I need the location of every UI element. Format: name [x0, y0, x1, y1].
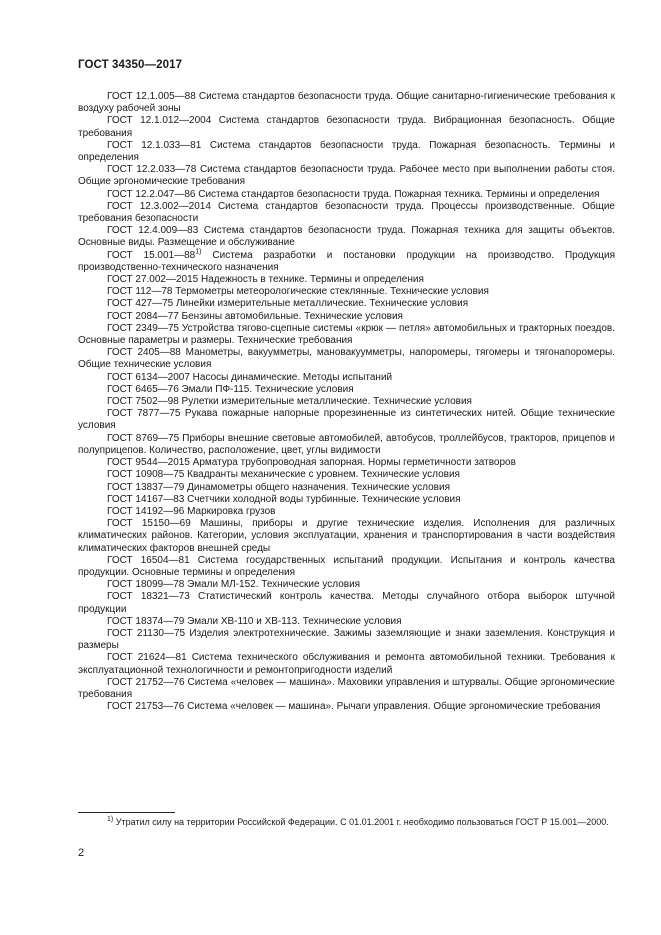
- page-header: ГОСТ 34350—2017: [78, 59, 183, 71]
- reference-item: ГОСТ 6465—76 Эмали ПФ-115. Технические условия: [107, 383, 354, 395]
- reference-item: ГОСТ 2349—75 Устройства тягово-сцепные системы «крюк — петля» автомобильных и тракторных поездов. Основные параметры и размеры. Технические требования: [78, 322, 615, 347]
- reference-item: ГОСТ 12.2.047—86 Система стандартов безопасности труда. Пожарная техника. Термины и определения: [107, 188, 600, 200]
- reference-item: ГОСТ 21130—75 Изделия электротехнические. Зажимы заземляющие и знаки заземления. Конструкция и размеры: [78, 627, 615, 652]
- reference-item: ГОСТ 6134—2007 Насосы динамические. Методы испытаний: [107, 371, 393, 383]
- footnote-mark: 1): [107, 816, 114, 823]
- reference-item: ГОСТ 427—75 Линейки измерительные металлические. Технические условия: [107, 298, 469, 310]
- reference-item: ГОСТ 12.2.033—78 Система стандартов безопасности труда. Рабочее место при выполнении работы стоя. Общие эргономические требования: [78, 164, 615, 188]
- reference-item-footnoted: [78, 250, 615, 274]
- footnote: [78, 817, 615, 829]
- reference-item: ГОСТ 13837—79 Динамометры общего назначения. Технические условия: [107, 481, 450, 493]
- reference-item: ГОСТ 8769—75 Приборы внешние световые автомобилей, автобусов, троллейбусов, тракторов, прицепов и полуприцепов. Количество, расположение, цвет, углы видимости: [78, 432, 615, 456]
- footnote-text: Утратил силу на территории Российской Федерации. С 01.01.2001 г. необходимо пользоваться ГОСТ Р 15.001—2000.: [113, 817, 609, 827]
- reference-item: ГОСТ 2084—77 Бензины автомобильные. Технические условия: [107, 310, 403, 322]
- reference-item: ГОСТ 12.3.002—2014 Система стандартов безопасности труда. Процессы производственные. Общие требования безопасности: [78, 200, 615, 225]
- reference-item: ГОСТ 7877—75 Рукава пожарные напорные прорезиненные из синтетических нитей. Общие технические условия: [78, 408, 615, 432]
- reference-item: ГОСТ 18099—78 Эмали МЛ-152. Технические условия: [107, 579, 361, 591]
- reference-item: ГОСТ 18321—73 Статистический контроль качества. Методы случайного отбора выборок штучной продукции: [78, 591, 615, 615]
- reference-item: ГОСТ 21752—76 Система «человек — машина». Маховики управления и штурвалы. Общие эргономические требования: [78, 676, 615, 700]
- reference-item: ГОСТ 7502—98 Рулетки измерительные металлические. Технические условия: [107, 396, 472, 408]
- reference-item: ГОСТ 21753—76 Система «человек — машина». Рычаги управления. Общие эргономические требования: [107, 701, 601, 713]
- reference-item: ГОСТ 15150—69 Машины, приборы и другие технические изделия. Исполнения для различных климатических районов. Категории, условия эксплуатации, хранения и транспортирования в части воздействия климатических факторов внешней среды: [78, 518, 615, 554]
- reference-item: ГОСТ 10908—75 Квадранты механические с уровнем. Технические условия: [107, 469, 460, 481]
- reference-item: ГОСТ 14167—83 Счетчики холодной воды турбинные. Технические условия: [107, 493, 461, 505]
- footnote-separator: [78, 812, 175, 813]
- page-number: 2: [78, 847, 85, 859]
- reference-item: ГОСТ 27.002—2015 Надежность в технике. Термины и определения: [107, 274, 424, 286]
- reference-item: ГОСТ 12.1.033—81 Система стандартов безопасности труда. Пожарная безопасность. Термины и определения: [78, 139, 615, 164]
- reference-item: ГОСТ 16504—81 Система государственных испытаний продукции. Испытания и контроль качества продукции. Основные термины и определения: [78, 554, 615, 578]
- normative-references-list: [78, 91, 615, 713]
- reference-item: ГОСТ 9544—2015 Арматура трубопроводная запорная. Нормы герметичности затворов: [107, 457, 516, 469]
- reference-item: ГОСТ 18374—79 Эмали ХВ-110 и ХВ-113. Технические условия: [107, 615, 402, 627]
- reference-item: ГОСТ 112—78 Термометры метеорологические стеклянные. Технические условия: [107, 286, 489, 298]
- reference-item: ГОСТ 12.1.012—2004 Система стандартов безопасности труда. Вибрационная безопасность. Общие требования: [78, 115, 615, 139]
- footnote-ref-mark: 1): [195, 248, 202, 256]
- reference-item: ГОСТ 21624—81 Система технического обслуживания и ремонта автомобильной техники. Требования к эксплуатационной технологичности и ремонтопригодности изделий: [78, 652, 615, 676]
- reference-item: ГОСТ 12.1.005—88 Система стандартов безопасности труда. Общие санитарно-гигиенические требования к воздуху рабочей зоны: [78, 91, 615, 115]
- reference-item: ГОСТ 2405—88 Манометры, вакуумметры, мановакуумметры, напоромеры, тягомеры и тягонапоромеры. Общие технические условия: [78, 347, 615, 371]
- reference-code: ГОСТ 15.001—88: [107, 249, 196, 261]
- reference-item: ГОСТ 14192—96 Маркировка грузов: [107, 505, 276, 517]
- reference-title: Система разработки и постановки продукции на производство. Продукция производственно-технического назначения: [78, 249, 615, 273]
- reference-item: ГОСТ 12.4.009—83 Система стандартов безопасности труда. Пожарная техника для защиты объектов. Основные виды. Размещение и обслуживание: [78, 225, 615, 249]
